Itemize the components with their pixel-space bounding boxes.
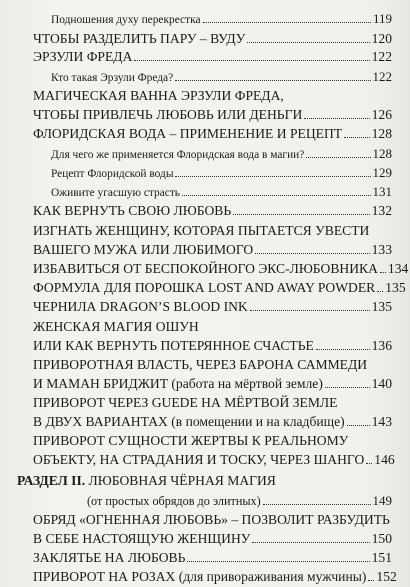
toc-entry-title: В СЕБЕ НАСТОЯЩУЮ ЖЕНЩИНУ	[33, 531, 251, 546]
toc-leader-dots	[366, 463, 372, 464]
toc-leader-dots	[325, 387, 370, 388]
toc-entry	[33, 89, 392, 103]
toc-entry	[33, 551, 392, 565]
toc-entry	[33, 513, 392, 527]
toc-leader-dots	[247, 42, 369, 43]
toc-entry-title: ЗАКЛЯТЬЕ НА ЛЮБОВЬ	[33, 550, 186, 565]
toc-entry-title: ЭРЗУЛИ ФРЕДА	[33, 49, 133, 64]
toc-entry	[33, 396, 392, 410]
toc-entry-page: 146	[374, 452, 395, 467]
toc-entry	[33, 224, 392, 238]
toc-leader-dots	[175, 176, 370, 177]
toc-leader-dots	[187, 561, 369, 562]
toc-entry-page: 143	[371, 414, 392, 429]
toc-leader-dots	[134, 60, 369, 61]
toc-leader-dots	[380, 272, 386, 273]
section-number: РАЗДЕЛ II.	[17, 473, 86, 488]
toc-entry	[33, 377, 392, 391]
toc-entry-title: МАГИЧЕСКАЯ ВАННА ЭРЗУЛИ ФРЕДА,	[33, 88, 284, 103]
toc-entry-page: 135	[371, 299, 392, 314]
toc-entry-page: 129	[372, 165, 392, 180]
toc-leader-dots	[347, 425, 370, 426]
toc-section-heading	[17, 474, 392, 488]
toc-entry-title: ПРИВОРОТ НА РОЗАХ (для привораживания мужчины)	[33, 569, 367, 584]
toc-entry	[33, 358, 392, 372]
toc-entry-title: Для чего же применяется Флоридская вода в магии?	[51, 149, 305, 161]
toc-entry-page: 140	[371, 376, 392, 391]
toc-leader-dots	[233, 214, 369, 215]
toc-entry	[33, 127, 392, 141]
toc-entry-page: 128	[371, 126, 392, 141]
toc-entry-title: ИЛИ КАК ВЕРНУТЬ ПОТЕРЯННОЕ СЧАСТЬЕ	[33, 338, 314, 353]
toc-entry-title: Оживите угасшую страсть	[51, 187, 181, 199]
toc-entry	[51, 166, 392, 180]
toc-entry	[33, 50, 392, 64]
toc-entry-page: 132	[371, 203, 392, 218]
toc-entry	[51, 185, 392, 199]
toc-leader-dots	[306, 157, 370, 158]
toc-entry-title: ВАШЕГО МУЖА ИЛИ ЛЮБИМОГО	[33, 242, 254, 257]
toc-entry-page: 150	[371, 531, 392, 546]
toc-entry	[87, 494, 392, 508]
toc-leader-dots	[377, 291, 383, 292]
toc-entry-page: 133	[371, 242, 392, 257]
toc-entry-title: ПРИВОРОТНАЯ ВЛАСТЬ, ЧЕРЕЗ БАРОНА САММЕДИ	[33, 357, 368, 372]
toc-entry-page: 128	[372, 146, 392, 161]
toc-entry	[33, 569, 397, 584]
toc-entry-page: 119	[372, 11, 392, 26]
toc-entry	[33, 415, 392, 429]
toc-entry-page: 122	[371, 49, 392, 64]
toc-entry	[33, 32, 392, 46]
toc-entry-page: 126	[371, 107, 392, 122]
toc-entry-page: 131	[372, 184, 392, 199]
toc-entry-title: ПРИВОРОТ ЧЕРЕЗ GUEDE НА МЁРТВОЙ ЗЕМЛЕ	[33, 395, 338, 410]
toc-entry-title: ОБЪЕКТУ, НА СТРАДАНИЯ И ТОСКУ, ЧЕРЕЗ ШАНГО	[33, 452, 365, 467]
toc-entry	[33, 204, 392, 218]
toc-entry-title: (от простых обрядов до элитных)	[87, 494, 261, 508]
toc-entry-title: Рецепт Флоридской воды	[51, 168, 174, 180]
toc-entry-title: И МАМАН БРИДЖИТ (работа на мёртвой земле)	[33, 376, 323, 391]
toc-entry-title: ЧТОБЫ РАЗДЕЛИТЬ ПАРУ – ВУДУ	[33, 31, 246, 46]
toc-entry	[33, 532, 392, 546]
toc-entry	[33, 243, 392, 257]
toc-entry-title: В ДВУХ ВАРИАНТАХ (в помещении и на кладбище)	[33, 414, 345, 429]
toc-leader-dots	[250, 310, 370, 311]
toc-entry	[51, 70, 392, 84]
toc-entry-title: ИЗГНАТЬ ЖЕНЩИНУ, КОТОРАЯ ПЫТАЕТСЯ УВЕСТИ	[33, 223, 370, 238]
toc-entry-title: ФОРМУЛА ДЛЯ ПОРОШКА LOST AND AWAY POWDER	[33, 280, 376, 295]
toc-entry	[33, 434, 392, 448]
toc-entry-page: 120	[371, 31, 392, 46]
toc-entry	[33, 108, 392, 122]
toc-entry	[51, 147, 392, 161]
toc-entry-title: ЧЕРНИЛА DRAGON’S BLOOD INK	[33, 299, 248, 314]
toc-entry	[33, 300, 392, 314]
toc-entry-title: ФЛОРИДСКАЯ ВОДА – ПРИМЕНЕНИЕ И РЕЦЕПТ	[33, 126, 343, 141]
toc-entry-title: Кто такая Эрзули Фреда?	[51, 72, 174, 84]
toc-entry-title: ЖЕНСКАЯ МАГИЯ ОШУН	[33, 319, 199, 334]
toc-leader-dots	[344, 137, 370, 138]
toc-entry	[33, 261, 409, 276]
toc-entry-title: ОБРЯД «ОГНЕННАЯ ЛЮБОВЬ» – ПОЗВОЛИТ РАЗБУДИТЬ	[33, 512, 390, 527]
toc-leader-dots	[182, 195, 370, 196]
toc-entry	[51, 12, 392, 26]
toc-leader-dots	[252, 542, 369, 543]
toc-entry-page: 151	[371, 550, 392, 565]
toc-entry	[33, 452, 395, 467]
section-title: ЛЮБОВНАЯ ЧЁРНАЯ МАГИЯ	[88, 473, 276, 488]
toc-entry	[33, 339, 392, 353]
toc-leader-dots	[316, 349, 370, 350]
toc-entry-title: ПРИВОРОТ СУЩНОСТИ ЖЕРТВЫ К РЕАЛЬНОМУ	[33, 433, 349, 448]
toc-entry-title: ЧТОБЫ ПРИВЛЕЧЬ ЛЮБОВЬ ИЛИ ДЕНЬГИ	[33, 107, 303, 122]
toc-entry-title: Подношения духу перекрестка	[51, 14, 201, 26]
toc-leader-dots	[263, 504, 371, 505]
toc-entry-page: 134	[387, 261, 409, 276]
toc-entry	[33, 280, 406, 295]
toc-entry	[33, 320, 392, 334]
toc-entry-page: 135	[385, 280, 406, 295]
toc-leader-dots	[175, 80, 370, 81]
toc-leader-dots	[255, 253, 369, 254]
toc-leader-dots	[203, 22, 371, 23]
toc-entry-title: ИЗБАВИТЬСЯ ОТ БЕСПОКОЙНОГО ЭКС-ЛЮБОВНИКА	[33, 261, 378, 276]
toc-entry-title: КАК ВЕРНУТЬ СВОЮ ЛЮБОВЬ	[33, 203, 232, 218]
toc-leader-dots	[304, 118, 369, 119]
toc-entry-page: 136	[371, 338, 392, 353]
toc-entry-page: 122	[372, 69, 392, 84]
toc-entry-page: 152	[376, 569, 397, 584]
toc-leader-dots	[368, 580, 374, 581]
toc-entry-page: 149	[372, 493, 392, 508]
